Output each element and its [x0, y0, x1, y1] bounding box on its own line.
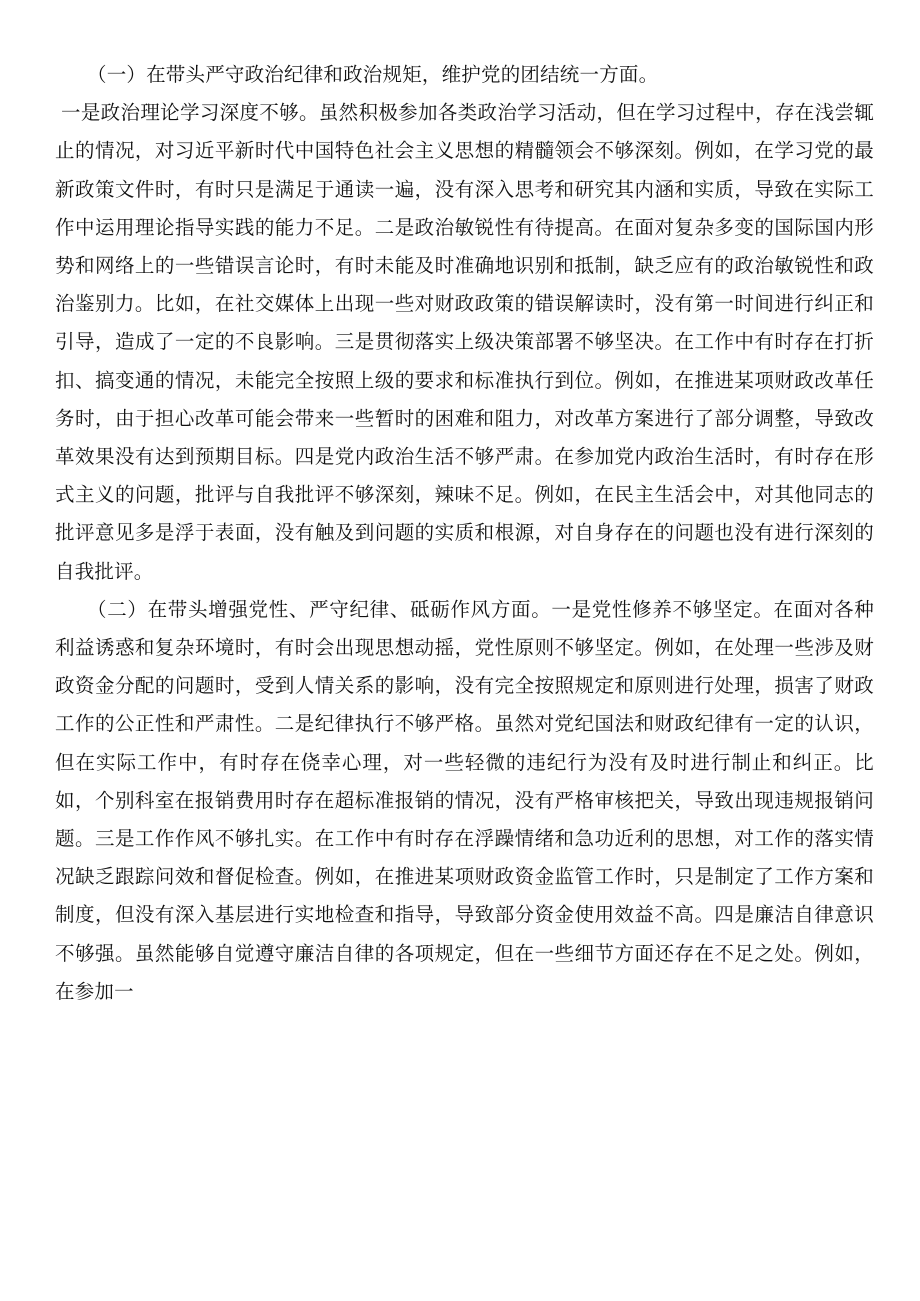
body-paragraph-1: 一是政治理论学习深度不够。虽然积极参加各类政治学习活动，但在学习过程中，存在浅尝辄止的情况，对习近平新时代中国特色社会主义思想的精髓领会不够深刻。例如，在学习党的最新政策文件时，有时只是满足于通读一遍，没有深入思考和研究其内涵和实质，导致在实际工作中运用理论指导实践的能力不足。二是政治敏锐性有待提高。在面对复杂多变的国际国内形势和网络上的一些错误言论时，有时未能及时准确地识别和抵制，缺乏应有的政治敏锐性和政治鉴别力。比如，在社交媒体上出现一些对财政政策的错误解读时，没有第一时间进行纠正和引导，造成了一定的不良影响。三是贯彻落实上级决策部署不够坚决。在工作中有时存在打折扣、搞变通的情况，未能完全按照上级的要求和标准执行到位。例如，在推进某项财政改革任务时，由于担心改革可能会带来一些暂时的困难和阻力，对改革方案进行了部分调整，导致改革效果没有达到预期目标。四是党内政治生活不够严肃。在参加党内政治生活时，有时存在形式主义的问题，批评与自我批评不够深刻，辣味不足。例如，在民主生活会中，对其他同志的批评意见多是浮于表面，没有触及到问题的实质和根源，对自身存在的问题也没有进行深刻的自我批评。: [55, 101, 874, 583]
section-heading-1: （一）在带头严守政治纪律和政治规矩，维护党的团结统一方面。: [87, 63, 659, 86]
body-paragraph-2: （二）在带头增强党性、严守纪律、砥砺作风方面。一是党性修养不够坚定。在面对各种利益诱惑和复杂环境时，有时会出现思想动摇，党性原则不够坚定。例如，在处理一些涉及财政资金分配的问题时，受到人情关系的影响，没有完全按照规定和原则进行处理，损害了财政工作的公正性和严肃性。二是纪律执行不够严格。虽然对党纪国法和财政纪律有一定的认识，但在实际工作中，有时存在侥幸心理，对一些轻微的违纪行为没有及时进行制止和纠正。比如，个别科室在报销费用时存在超标准报销的情况，没有严格审核把关，导致出现违规报销问题。三是工作作风不够扎实。在工作中有时存在浮躁情绪和急功近利的思想，对工作的落实情况缺乏跟踪问效和督促检查。例如，在推进某项财政资金监管工作时，只是制定了工作方案和制度，但没有深入基层进行实地检查和指导，导致部分资金使用效益不高。四是廉洁自律意识不够强。虽然能够自觉遵守廉洁自律的各项规定，但在一些细节方面还存在不足之处。例如，在参加一: [55, 597, 874, 1003]
